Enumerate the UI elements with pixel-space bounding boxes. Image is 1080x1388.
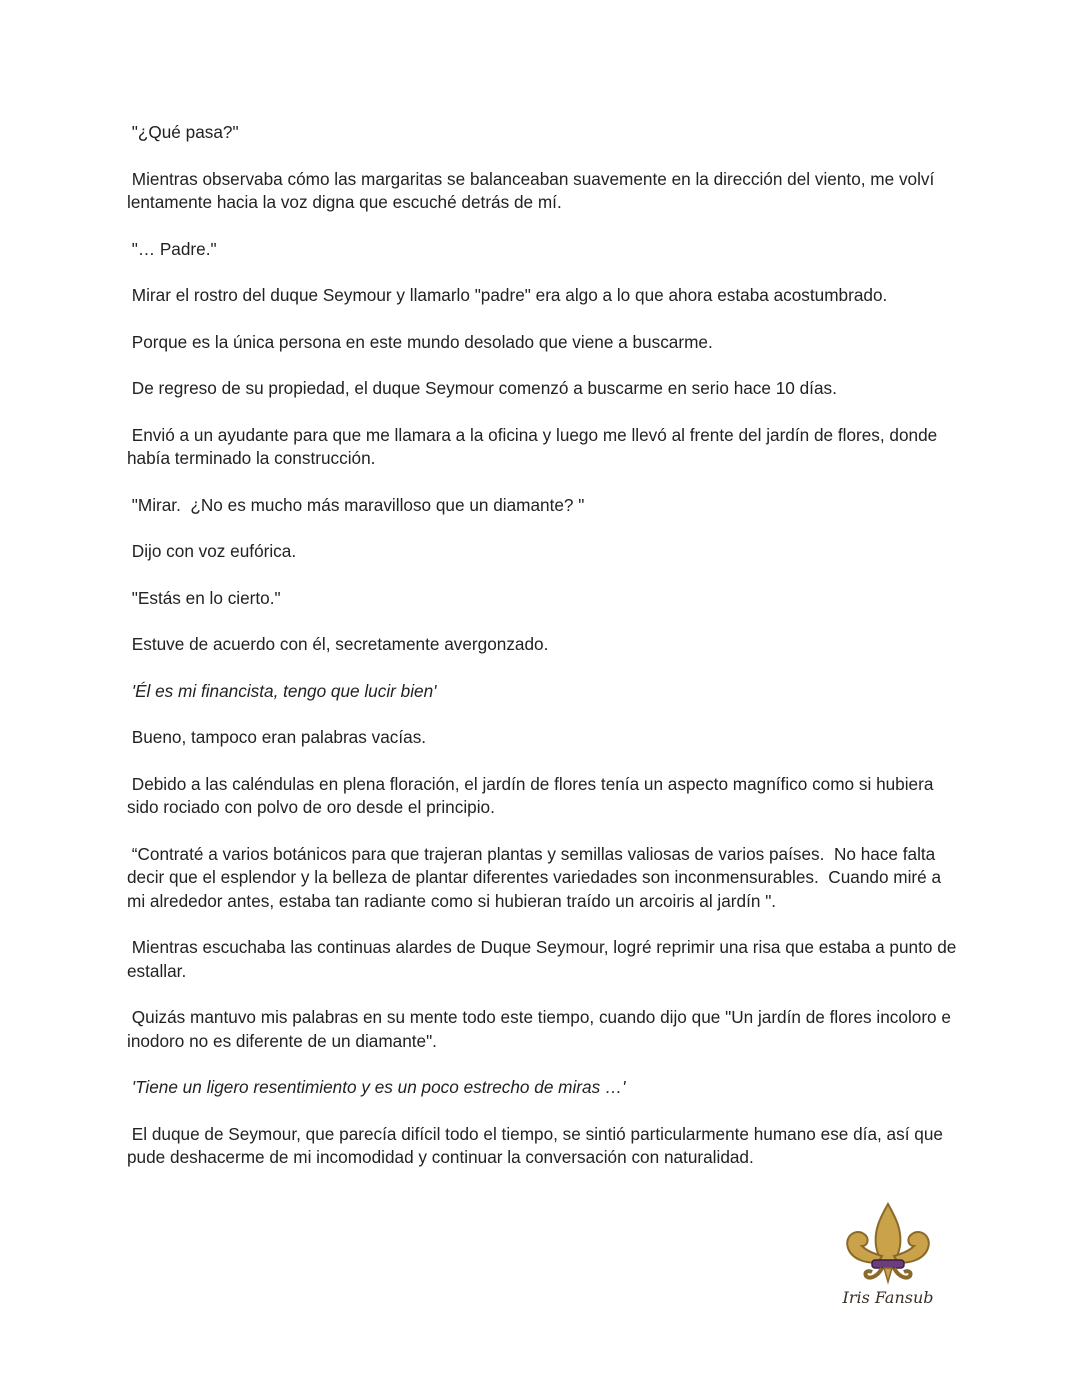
paragraph: Mirar el rostro del duque Seymour y llamarlo "padre" era algo a lo que ahora estaba acostumbrado.: [127, 285, 888, 305]
paragraph: Bueno, tampoco eran palabras vacías.: [127, 727, 427, 747]
italic-thought-paragraph: 'Él es mi financista, tengo que lucir bien': [127, 680, 437, 701]
paragraph: Porque es la única persona en este mundo desolado que viene a buscarme.: [127, 331, 713, 352]
fleur-de-lis-icon: [838, 1200, 938, 1292]
watermark-logo: [838, 1200, 948, 1320]
paragraph: "… Padre.": [127, 238, 217, 259]
paragraph: Mientras observaba cómo las margaritas se balanceaban suavemente en la dirección del viento, me volví lentamente hacia la voz digna que escuché detrás de mí.: [127, 168, 940, 212]
paragraph: De regreso de su propiedad, el duque Seymour comenzó a buscarme en serio hace 10 días.: [127, 378, 837, 398]
paragraph: Dijo con voz eufórica.: [127, 541, 297, 561]
paragraph: "¿Qué pasa?": [127, 122, 239, 142]
paragraph: "Estás en lo cierto.": [127, 587, 281, 608]
document-body: [127, 121, 962, 1193]
paragraph: Debido a las caléndulas en plena floración, el jardín de flores tenía un aspecto magnífico como si hubiera sido rociado con polvo de oro desde el principio.: [127, 773, 939, 817]
italic-thought-paragraph: 'Tiene un ligero resentimiento y es un poco estrecho de miras …': [127, 1077, 626, 1097]
paragraph: “Contraté a varios botánicos para que trajeran plantas y semillas valiosas de varios países. No hace falta decir que el esplendor y la belleza de plantar diferentes variedades son inconmensurables. Cuando miré a mi alrededor antes, estaba tan radiante como si hubieran traído un arcoiris al jardín ".: [127, 843, 946, 911]
paragraph: Mientras escuchaba las continuas alardes de Duque Seymour, logré reprimir una risa que estaba a punto de estallar.: [127, 937, 962, 981]
paragraph: Envió a un ayudante para que me llamara a la oficina y luego me llevó al frente del jardín de flores, donde había terminado la construcción.: [127, 424, 943, 468]
watermark-text: Iris Fansub: [842, 1288, 934, 1307]
paragraph: El duque de Seymour, que parecía difícil todo el tiempo, se sintió particularmente humano ese día, así que pude deshacerme de mi incomodidad y continuar la conversación con naturalidad.: [127, 1123, 948, 1167]
paragraph: Quizás mantuvo mis palabras en su mente todo este tiempo, cuando dijo que "Un jardín de flores incoloro e inodoro no es diferente de un diamante".: [127, 1007, 956, 1051]
paragraph: Estuve de acuerdo con él, secretamente avergonzado.: [127, 634, 549, 654]
paragraph: "Mirar. ¿No es mucho más maravilloso que un diamante? ": [127, 494, 585, 515]
